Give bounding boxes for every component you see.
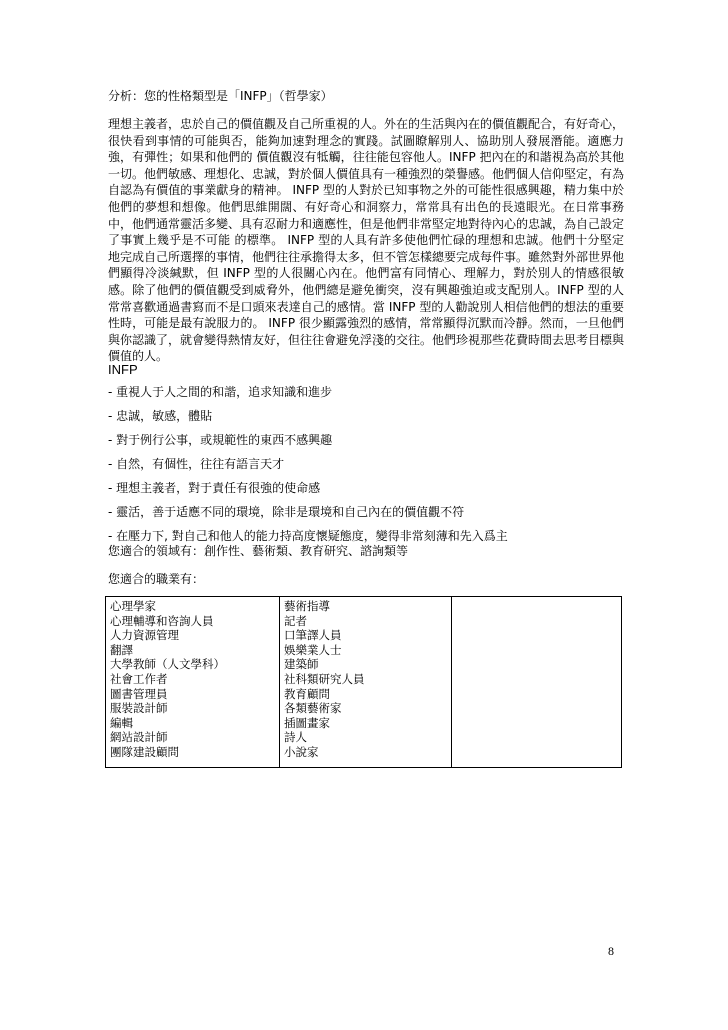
job-item: 社科類研究人員 [284, 671, 365, 686]
job-item: 各類藝術家 [284, 701, 342, 716]
type-heading: INFP [108, 362, 138, 377]
job-item: 心理學家 [110, 599, 156, 613]
trait-item: - 理想主義者，對于責任有很強的使命感 [108, 481, 321, 495]
job-item: 小說家 [284, 744, 319, 759]
job-item: 娛樂業人士 [284, 642, 342, 657]
jobs-column-1 [106, 597, 280, 767]
trait-item: - 自然，有個性，往往有語言天才 [108, 457, 285, 471]
traits-list [108, 380, 628, 548]
trait-item: - 對于例行公事，或規範性的東西不感興趣 [108, 433, 333, 447]
job-item: 建築師 [284, 657, 319, 672]
job-item: 翻譯 [110, 642, 133, 657]
suitable-fields: 您適合的領域有：創作性、藝術類、教育研究、諮詢類等 [108, 544, 409, 558]
job-item: 記者 [284, 613, 307, 628]
analysis-title: 分析：您的性格類型是「INFP」（哲學家） [108, 89, 333, 103]
job-item: 心理輔導和咨詢人員 [110, 613, 214, 628]
trait-item: - 忠誠，敏感，體貼 [108, 409, 213, 423]
job-item: 詩人 [284, 730, 307, 745]
job-item: 口筆譯人員 [284, 628, 342, 643]
analysis-paragraph: 理想主義者，忠於自己的價值觀及自己所重視的人。外在的生活與內在的價值觀配合，有好奇心，很快看到事情的可能與否，能夠加速對理念的實踐。試圖瞭解別人、協助別人發展潛能。適應力強，有彈性；如果和他們的 價值觀沒有牴觸，往往能包容他人。INFP 把內在的和諧視為高於其他一切。他們敏感、理想化、忠誠，對於個人價值具有一種強烈的榮譽感。他們個人信仰堅定，有為自認為有價值的事業獻身的精神。 INFP 型的人對於已知事物之外的可能性很感興趣，精力集中於他們的夢想和想像。他們思維開闊、有好奇心和洞察力，常常具有出色的長遠眼光。在日常事務中，他們通常靈活多變、具有忍耐力和適應性，但是他們非常堅定地對待內心的忠誠，為自己設定了事實上幾乎是不可能 的標準。 INFP 型的人具有許多使他們忙碌的理想和忠誠。他們十分堅定地完成自己所選擇的事情，他們往往承擔得太多，但不管怎樣總要完成每件事。雖然對外部世界他們顯得冷淡緘默，但 INFP 型的人很關心內在。他們富有同情心、理解力，對於別人的情感很敏感。除了他們的價值觀受到威脅外，他們總是避免衝突，沒有興趣強迫或支配別人。INFP 型的人常常喜歡通過書寫而不是口頭來表達自己的感情。當 INFP 型的人勸說別人相信他們的想法的重要性時，可能是最有說服力的。 INFP 很少顯露強烈的感情，常常顯得沉默而冷靜。然而，一旦他們與你認識了，就會變得熱情友好，但往往會避免浮淺的交往。他們珍視那些花費時間去思考目標與價值的人。 [108, 117, 625, 364]
job-item: 網站設計師 [110, 730, 168, 745]
trait-item: - 在壓力下, 對自己和他人的能力持高度懷疑態度，變得非常刻薄和先入爲主 [108, 529, 508, 543]
job-item: 大學教師（人文學科） [110, 657, 225, 672]
job-item: 藝術指導 [284, 599, 330, 613]
job-item: 服裝設計師 [110, 701, 168, 716]
job-item: 編輯 [110, 715, 133, 730]
page-number: 8 [608, 944, 614, 958]
suitable-jobs-heading: 您適合的職業有： [108, 572, 205, 586]
job-item: 社會工作者 [110, 671, 168, 686]
job-item: 圖書管理員 [110, 686, 168, 701]
job-item: 人力資源管理 [110, 628, 179, 643]
job-item: 插圖畫家 [284, 715, 330, 730]
jobs-column-2 [280, 597, 452, 767]
job-item: 教育顧問 [284, 686, 330, 701]
jobs-table [105, 596, 622, 768]
trait-item: - 靈活，善于适應不同的環境，除非是環境和自己內在的價值觀不符 [108, 505, 465, 519]
jobs-column-3 [452, 597, 620, 767]
trait-item: - 重視人于人之間的和諧，追求知識和進步 [108, 385, 333, 399]
job-item: 團隊建設顧問 [110, 744, 179, 759]
